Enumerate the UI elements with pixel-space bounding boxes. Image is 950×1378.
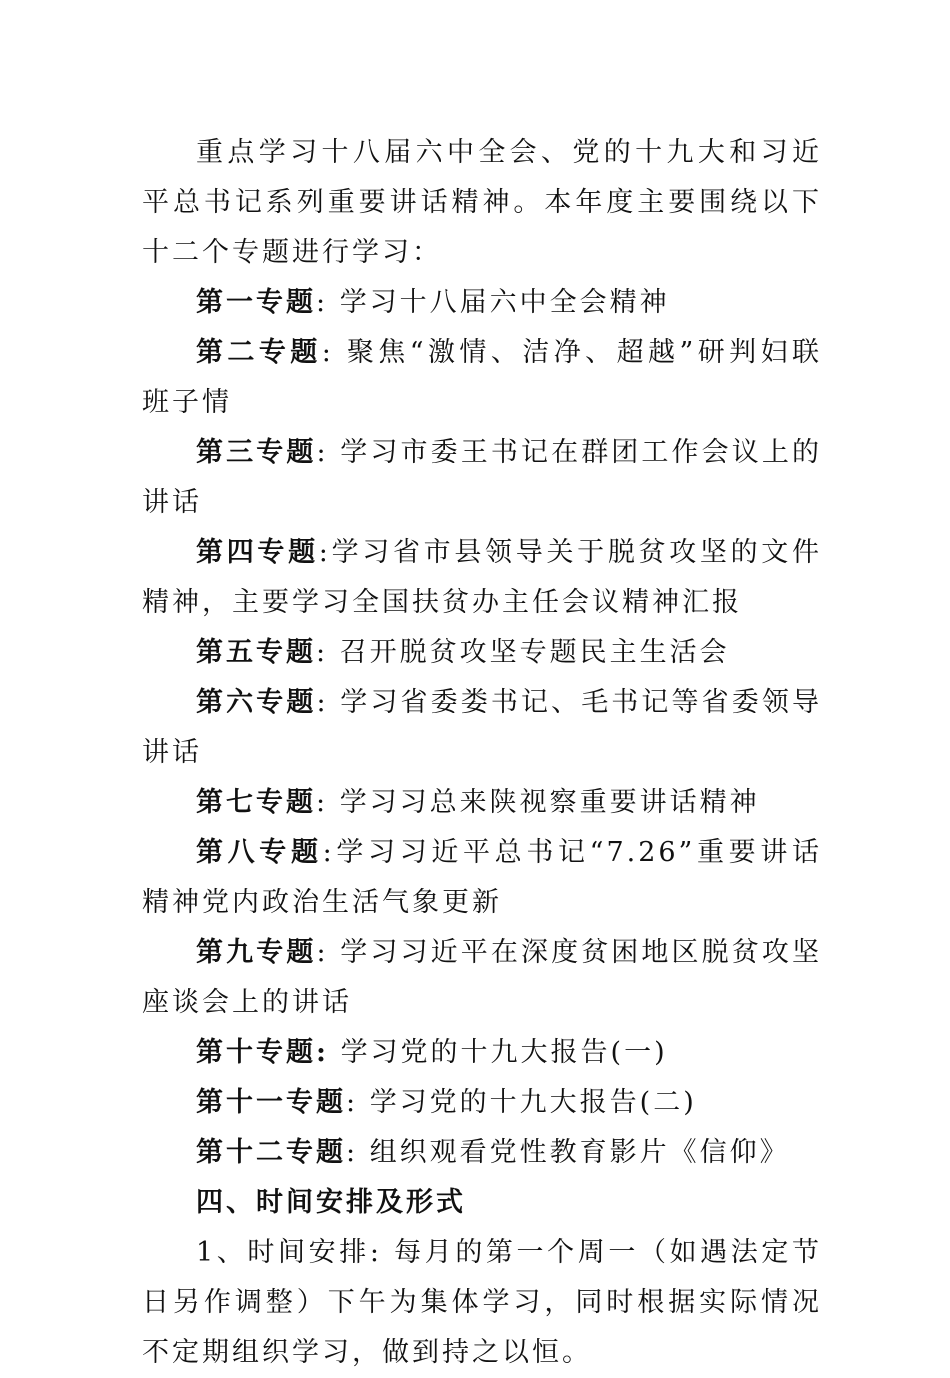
topic-separator: : [322, 837, 335, 868]
topic-text: 学习党的十九大报告(二) [369, 1087, 697, 1118]
topic-label: 第六专题 [196, 687, 317, 718]
topic-label: 第七专题 [196, 787, 316, 818]
topic-item [142, 428, 822, 528]
topic-item [142, 278, 822, 328]
topic-label: 第十一专题 [196, 1087, 346, 1118]
section-heading: 四、时间安排及形式 [196, 1187, 466, 1218]
topic-text: 召开脱贫攻坚专题民主生活会 [339, 637, 730, 668]
topic-separator: : [318, 537, 331, 568]
topic-label: 第二专题 [196, 337, 322, 368]
topic-separator: : [316, 637, 340, 668]
topic-item [142, 928, 822, 1028]
topic-label: 第十专题: [196, 1037, 329, 1068]
topic-text: 学习省市县领导关于脱贫攻坚的文件精神，主要学习全国扶贫办主任会议精神汇报 [142, 537, 823, 618]
topic-separator: : [316, 937, 341, 968]
topic-text: 学习习近平在深度贫困地区脱贫攻坚座谈会上的讲话 [142, 937, 822, 1018]
topic-text: 学习十八届六中全会精神 [339, 287, 670, 318]
document-body [142, 128, 822, 1378]
topic-item [142, 528, 822, 628]
topic-item [142, 828, 822, 928]
topic-separator [329, 1037, 341, 1068]
topic-text: 组织观看党性教育影片《信仰》 [369, 1137, 790, 1168]
topic-item [142, 1128, 822, 1178]
topic-separator: : [316, 287, 340, 318]
topic-text: 学习习总来陕视察重要讲话精神 [339, 787, 760, 818]
topic-separator: : [316, 437, 341, 468]
topic-text: 学习习近平总书记“7.26”重要讲话精神党内政治生活气象更新 [142, 837, 822, 918]
topic-item [142, 678, 822, 778]
topic-separator: : [346, 1137, 370, 1168]
topic-label: 第五专题 [196, 637, 316, 668]
topic-separator: : [346, 1087, 370, 1118]
topic-label: 第十二专题 [196, 1137, 346, 1168]
topic-text: 学习省委娄书记、毛书记等省委领导讲话 [142, 687, 822, 768]
intro-paragraph: 重点学习十八届六中全会、党的十九大和习近平总书记系列重要讲话精神。本年度主要围绕以下十二个专题进行学习： [142, 137, 822, 268]
topic-item [142, 1028, 822, 1078]
topic-label: 第三专题 [196, 437, 317, 468]
topic-label: 第九专题 [196, 937, 317, 968]
topic-text: 学习党的十九大报告(一) [340, 1037, 668, 1068]
topic-separator: : [316, 787, 340, 818]
topic-text: 学习市委王书记在群团工作会议上的讲话 [142, 437, 822, 518]
topic-separator: : [316, 687, 341, 718]
topic-separator: : [321, 337, 347, 368]
topic-label: 第四专题 [196, 537, 319, 568]
topic-item [142, 628, 822, 678]
topic-label: 第八专题 [196, 837, 323, 868]
topic-item [142, 328, 822, 428]
schedule-paragraph: 1、时间安排: 每月的第一个周一（如遇法定节日另作调整）下午为集体学习，同时根据实际情况不定期组织学习，做到持之以恒。 [142, 1237, 822, 1368]
topic-label: 第一专题 [196, 287, 316, 318]
topic-text: 聚焦“激情、洁净、超越”研判妇联班子情 [142, 337, 823, 418]
topic-item [142, 778, 822, 828]
topic-item [142, 1078, 822, 1128]
